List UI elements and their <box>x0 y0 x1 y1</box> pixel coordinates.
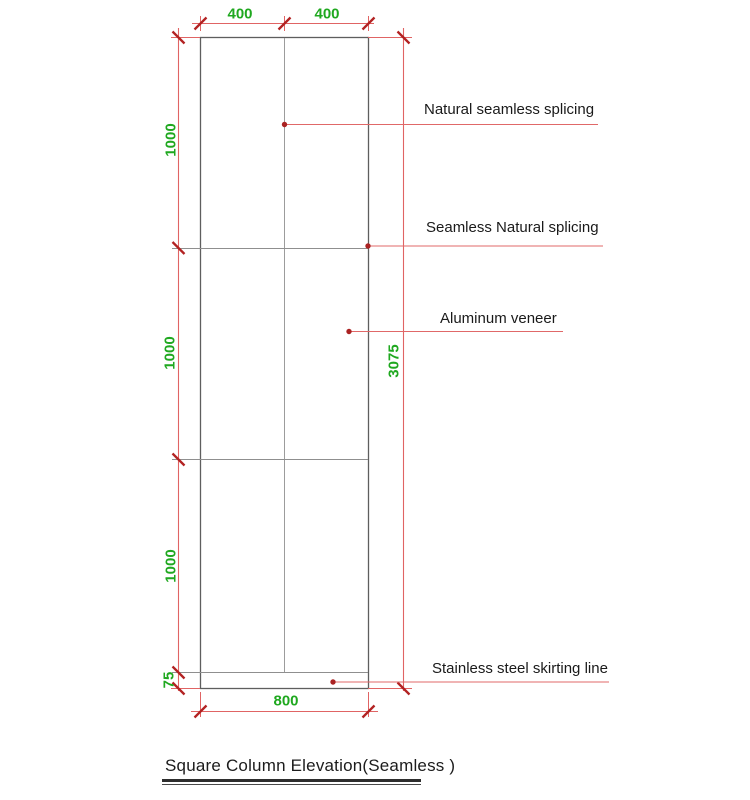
leader-dot <box>346 329 351 334</box>
column-object-lines <box>172 38 369 689</box>
leader-dot <box>330 679 335 684</box>
title-underline-thick <box>162 779 421 782</box>
title-underline-thin <box>162 784 421 785</box>
dim-value-left-middle: 1000 <box>161 336 179 370</box>
annotation-aluminum-veneer: Aluminum veneer <box>440 310 557 327</box>
annotation-natural-seamless-splicing: Natural seamless splicing <box>424 101 595 118</box>
annotation-leaders <box>282 122 609 685</box>
dim-value-left-lower: 1000 <box>162 549 180 583</box>
extension-lines <box>171 16 412 717</box>
dim-value-top-right: 400 <box>314 5 340 23</box>
drawing-title: Square Column Elevation(Seamless ) <box>165 756 456 775</box>
leader-dot <box>365 243 370 248</box>
dim-value-top-left: 400 <box>227 5 253 23</box>
dim-value-total-height: 3075 <box>385 344 403 378</box>
annotation-seamless-natural-splicing: Seamless Natural splicing <box>426 219 599 236</box>
dim-value-bottom-width: 800 <box>273 692 299 710</box>
leader-dot <box>282 122 287 127</box>
dimension-lines <box>179 24 404 712</box>
dimension-ticks <box>173 18 410 718</box>
annotation-stainless-steel-skirting-line: Stainless steel skirting line <box>432 660 608 677</box>
dim-value-left-upper: 1000 <box>162 123 180 157</box>
dim-value-skirting-height: 75 <box>160 671 178 689</box>
